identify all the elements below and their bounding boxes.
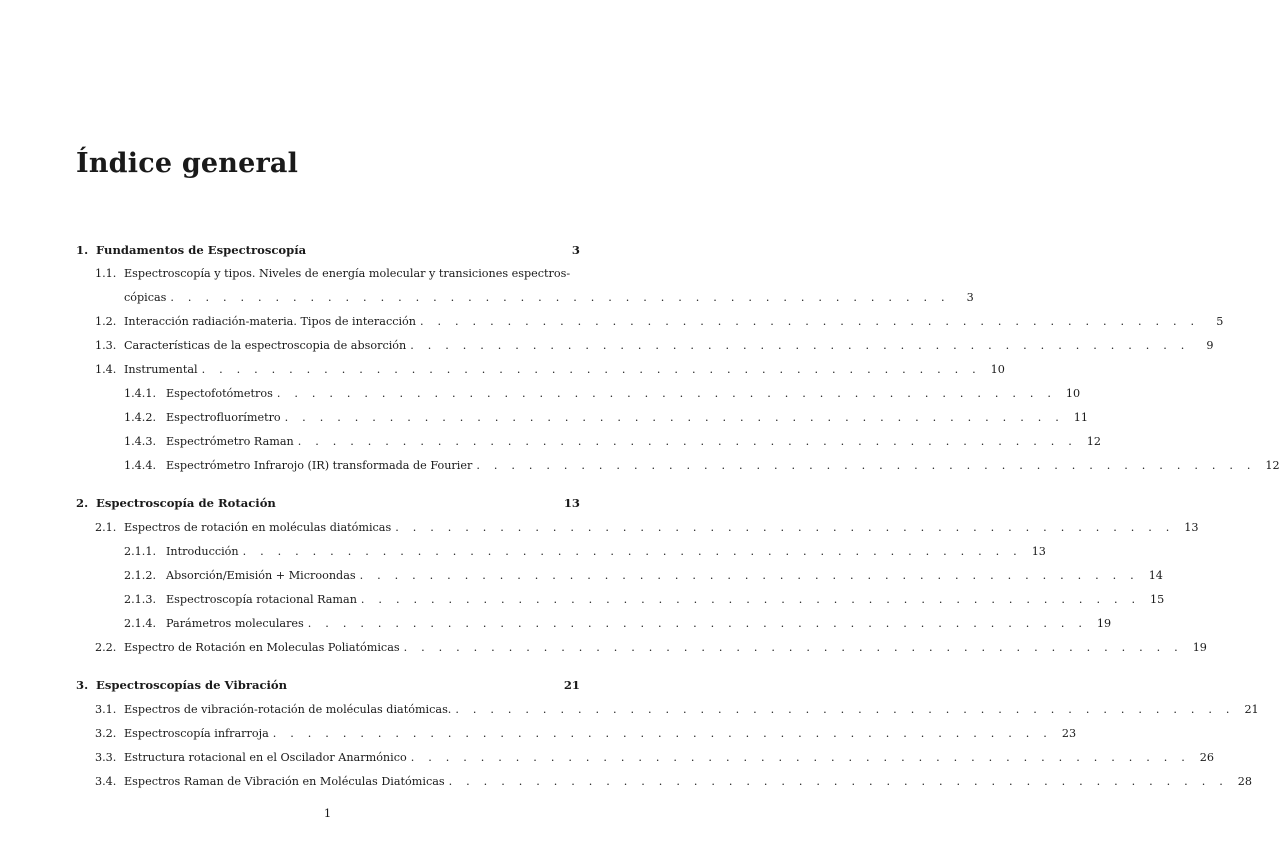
toc-title: Introducción xyxy=(166,545,239,558)
toc-subsection-2-1-1[interactable] xyxy=(124,545,1046,563)
toc-subsection-2-1-2[interactable] xyxy=(124,569,1163,587)
toc-number: 2.1.3. xyxy=(124,593,157,606)
toc-number: 1.4.3. xyxy=(124,435,157,448)
toc-page: 13 xyxy=(1184,521,1199,534)
toc-number: 1. xyxy=(76,243,89,257)
toc-number: 1.4.2. xyxy=(124,411,157,424)
toc-page: 12 xyxy=(1086,435,1102,448)
toc-title: Espectroscopías de Vibración xyxy=(96,678,288,692)
toc-title: Características de la espectroscopia de absorción xyxy=(124,339,407,352)
toc-page: 19 xyxy=(1192,641,1207,654)
toc-title: Fundamentos de Espectroscopía xyxy=(96,243,307,257)
toc-page: 5 xyxy=(1216,315,1224,328)
toc-page: 13 xyxy=(563,496,580,510)
toc-page: 14 xyxy=(1148,569,1163,582)
dot-leader: . . . . . . . . . . . . . . . . . . . . . . . . . . . . . . . . . . . . . . . . . . . . . xyxy=(448,775,1228,788)
toc-title: cópicas xyxy=(124,291,167,304)
toc-title: Instrumental xyxy=(124,363,198,376)
toc-number: 1.4.1. xyxy=(124,387,157,400)
toc-number: 1.4.4. xyxy=(124,459,157,472)
toc-section-2-2[interactable] xyxy=(95,641,1207,659)
toc-chapter-2[interactable] xyxy=(76,496,580,514)
dot-leader: . . . . . . . . . . . . . . . . . . . . . . . . . . . . . . . . . . . . . . . . . . . . . xyxy=(395,521,1175,534)
toc-title: Espectrofluorímetro xyxy=(166,411,281,424)
toc-subsection-1-4-1[interactable] xyxy=(124,387,1081,405)
toc-page: 26 xyxy=(1199,751,1215,764)
toc-section-1-1[interactable] xyxy=(95,267,580,285)
dot-leader: . . . . . . . . . . . . . . . . . . . . . . . . . . . . . . . . . . . . . . . . . . . . . xyxy=(284,411,1064,424)
toc-page: 10 xyxy=(990,363,1005,376)
toc-page: 23 xyxy=(1061,727,1077,740)
toc-page: 9 xyxy=(1206,339,1214,352)
toc-title: Espectofotómetros xyxy=(166,387,273,400)
dot-leader: . . . . . . . . . . . . . . . . . . . . . . . . . . . . . . . . . . . . . . . . . . . . . xyxy=(201,363,981,376)
page-number: 1 xyxy=(323,806,332,820)
toc-section-1-3[interactable] xyxy=(95,339,1214,357)
dot-leader: . . . . . . . . . . . . . . . . . . . . . . . . . . . . . . . . . . . . . . . . . . . . . xyxy=(307,617,1088,630)
toc-title: Espectroscopía infrarroja xyxy=(124,727,269,740)
toc-number: 2.1. xyxy=(95,521,117,534)
toc-subsection-2-1-3[interactable] xyxy=(124,593,1165,611)
toc-page: 28 xyxy=(1237,775,1252,788)
toc-page: 19 xyxy=(1096,617,1112,630)
toc-number: 3.1. xyxy=(95,703,117,716)
toc-number: 2. xyxy=(76,496,89,510)
toc-title: Estructura rotacional en el Oscilador Anarmónico xyxy=(124,751,407,764)
toc-number: 3. xyxy=(76,678,89,692)
toc-page: 3 xyxy=(966,291,974,304)
dot-leader: . . . . . . . . . . . . . . . . . . . . . . . . . . . . . . . . . . . . . . . . . . . . . xyxy=(360,593,1141,606)
dot-leader: . . . . . . . . . . . . . . . . . . . . . . . . . . . . . . . . . . . . . . . . . . . . . xyxy=(276,387,1057,400)
toc-title: Espectroscopía de Rotación xyxy=(96,496,276,510)
toc-number: 1.4. xyxy=(95,363,117,376)
dot-leader: . . . . . . . . . . . . . . . . . . . . . . . . . . . . . . . . . . . . . . . . . . . . . xyxy=(297,435,1078,448)
toc-number: 3.2. xyxy=(95,727,117,740)
toc-subsection-1-4-4[interactable] xyxy=(124,459,1280,477)
toc-section-3-1[interactable] xyxy=(95,703,1259,721)
toc-number: 3.3. xyxy=(95,751,117,764)
dot-leader: . . . . . . . . . . . . . . . . . . . . . . . . . . . . . . . . . . . . . . . . . . . . . xyxy=(359,569,1139,582)
toc-page: 15 xyxy=(1149,593,1165,606)
toc-page: 10 xyxy=(1065,387,1081,400)
toc-title: Espectros de vibración-rotación de moléculas diatómicas. xyxy=(124,703,452,716)
toc-chapter-1[interactable] xyxy=(76,243,580,261)
toc-number: 2.2. xyxy=(95,641,117,654)
toc-subsection-1-4-2[interactable] xyxy=(124,411,1088,429)
toc-title: Absorción/Emisión + Microondas xyxy=(166,569,356,582)
toc-title: Espectrómetro Infrarojo (IR) transformada de Fourier xyxy=(166,459,473,472)
toc-title: Espectros Raman de Vibración en Moléculas Diatómicas xyxy=(124,775,445,788)
toc-number: 1.1. xyxy=(95,267,117,280)
toc-section-2-1[interactable] xyxy=(95,521,1199,539)
toc-title: Espectrómetro Raman xyxy=(166,435,294,448)
toc-title: Espectros de rotación en moléculas diatómicas xyxy=(124,521,392,534)
dot-leader: . . . . . . . . . . . . . . . . . . . . . . . . . . . . . . . . . . . . . . . . . . . . . xyxy=(420,315,1200,328)
toc-title: Espectroscopía rotacional Raman xyxy=(166,593,357,606)
dot-leader: . . . . . . . . . . . . . . . . . . . . . . . . . . . . . . . . . . . . . . . . . . . . . xyxy=(403,641,1183,654)
toc-title: Espectro de Rotación en Moleculas Poliatómicas xyxy=(124,641,400,654)
dot-leader: . . . . . . . . . . . . . . . . . . . . . . . . . . . . . . . . . . . . . . . . . . . . . xyxy=(410,339,1190,352)
dot-leader: . . . . . . . . . . . . . . . . . . . . . . . . . . . . . . . . . . . . . . . . . . . . . xyxy=(455,703,1235,716)
toc-subsection-1-4-3[interactable] xyxy=(124,435,1102,453)
toc-page: 3 xyxy=(571,243,580,257)
dot-leader: . . . . . . . . . . . . . . . . . . . . . . . . . . . . . . . . . . . . . . . . . . . . . xyxy=(410,751,1191,764)
toc-subsection-2-1-4[interactable] xyxy=(124,617,1112,635)
toc-title: Espectroscopía y tipos. Niveles de energía molecular y transiciones espectros- xyxy=(124,267,571,280)
toc-section-1-2[interactable] xyxy=(95,315,1224,333)
toc-number: 3.4. xyxy=(95,775,117,788)
toc-number: 1.3. xyxy=(95,339,117,352)
dot-leader: . . . . . . . . . . . . . . . . . . . . . . . . . . . . . . . . . . . . . . . . . . . . . xyxy=(242,545,1022,558)
toc-number: 1.2. xyxy=(95,315,117,328)
toc-chapter-3[interactable] xyxy=(76,678,580,696)
toc-number: 2.1.1. xyxy=(124,545,157,558)
dot-leader: . . . . . . . . . . . . . . . . . . . . . . . . . . . . . . . . . . . . . . . . . . . . . xyxy=(272,727,1053,740)
toc-title: Parámetros moleculares xyxy=(166,617,304,630)
toc-section-3-3[interactable] xyxy=(95,751,1215,769)
toc-page: 13 xyxy=(1031,545,1046,558)
toc-section-3-2[interactable] xyxy=(95,727,1077,745)
toc-page: 21 xyxy=(1244,703,1259,716)
toc-title: Interacción radiación-materia. Tipos de interacción xyxy=(124,315,417,328)
toc-number: 2.1.4. xyxy=(124,617,157,630)
toc-page: 21 xyxy=(563,678,580,692)
toc-page: 12 xyxy=(1265,459,1280,472)
toc-number: 2.1.2. xyxy=(124,569,157,582)
toc-section-1-4[interactable] xyxy=(95,363,1005,381)
dot-leader: . . . . . . . . . . . . . . . . . . . . . . . . . . . . . . . . . . . . . . . . . . . . . xyxy=(170,291,950,304)
toc-section-3-4[interactable] xyxy=(95,775,1252,793)
dot-leader: . . . . . . . . . . . . . . . . . . . . . . . . . . . . . . . . . . . . . . . . . . . . . xyxy=(476,459,1256,472)
toc-page: 11 xyxy=(1073,411,1088,424)
page-title: Índice general xyxy=(76,148,299,179)
toc-section-1-1-cont[interactable] xyxy=(124,291,974,309)
